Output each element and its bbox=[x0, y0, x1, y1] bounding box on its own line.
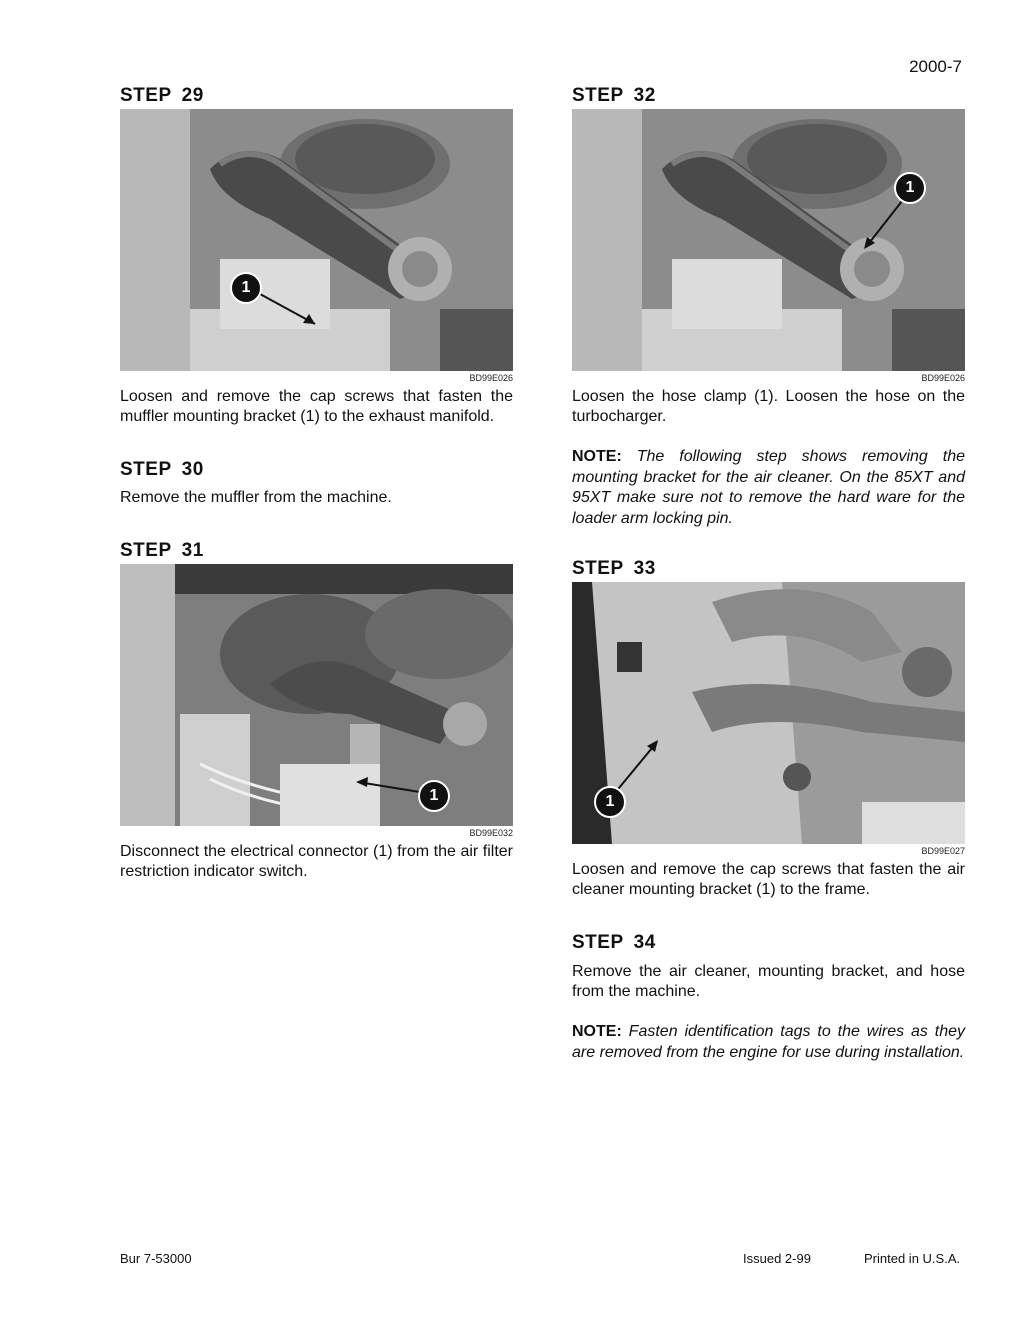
note-block bbox=[572, 447, 965, 529]
note-label: NOTE: bbox=[572, 448, 622, 465]
step-31-heading bbox=[120, 540, 513, 562]
step-number: 33 bbox=[633, 558, 656, 579]
step-29-heading bbox=[120, 85, 513, 107]
note-block bbox=[572, 1022, 965, 1063]
note-label: NOTE: bbox=[572, 1023, 622, 1040]
step-label: STEP bbox=[572, 85, 624, 106]
issue-date: Issued 2-99 bbox=[743, 1251, 811, 1266]
step-29-photo bbox=[120, 109, 513, 371]
step-number: 34 bbox=[633, 932, 656, 953]
print-location: Printed in U.S.A. bbox=[864, 1251, 961, 1266]
step-label: STEP bbox=[120, 85, 172, 106]
step-number: 32 bbox=[633, 85, 656, 106]
step-label: STEP bbox=[572, 932, 624, 953]
step-number: 30 bbox=[181, 459, 204, 480]
step-34-text: Remove the air cleaner, mounting bracket, and hose from the machine. bbox=[572, 963, 965, 1000]
doc-number: Bur 7-53000 bbox=[120, 1251, 192, 1266]
step-33-photo bbox=[572, 582, 965, 844]
figure-id: BD99E032 bbox=[469, 828, 513, 838]
figure-id: BD99E027 bbox=[921, 846, 965, 856]
page-number: 2000-7 bbox=[909, 57, 962, 76]
callout-1: 1 bbox=[894, 172, 926, 204]
figure-id: BD99E026 bbox=[921, 373, 965, 383]
step-number: 29 bbox=[181, 85, 204, 106]
figure-id: BD99E026 bbox=[469, 373, 513, 383]
step-number: 31 bbox=[181, 540, 204, 561]
step-34-heading bbox=[572, 932, 965, 954]
note-text: The following step shows removing the mounting bracket for the air cleaner. On the 85XT and 95XT make sure not to remove the hard ware for the loader arm locking pin. bbox=[572, 448, 965, 527]
step-label: STEP bbox=[120, 540, 172, 561]
step-30-heading bbox=[120, 459, 513, 481]
step-31-photo bbox=[120, 564, 513, 826]
note-text: Fasten identification tags to the wires as they are removed from the engine for use during installation. bbox=[572, 1023, 966, 1061]
callout-1: 1 bbox=[230, 272, 262, 304]
step-33-text: Loosen and remove the cap screws that fasten the air cleaner mounting bracket (1) to the frame. bbox=[572, 861, 965, 898]
step-label: STEP bbox=[572, 558, 624, 579]
step-label: STEP bbox=[120, 459, 172, 480]
step-32-text: Loosen the hose clamp (1). Loosen the hose on the turbocharger. bbox=[572, 388, 965, 425]
step-30-text: Remove the muffler from the machine. bbox=[120, 489, 392, 506]
callout-1: 1 bbox=[418, 780, 450, 812]
step-32-photo bbox=[572, 109, 965, 371]
step-31-text: Disconnect the electrical connector (1) from the air filter restriction indicator switch. bbox=[120, 843, 513, 880]
step-32-heading bbox=[572, 85, 965, 107]
step-33-heading bbox=[572, 558, 965, 580]
callout-1: 1 bbox=[594, 786, 626, 818]
step-29-text: Loosen and remove the cap screws that fasten the muffler mounting bracket (1) to the exhaust manifold. bbox=[120, 388, 513, 425]
